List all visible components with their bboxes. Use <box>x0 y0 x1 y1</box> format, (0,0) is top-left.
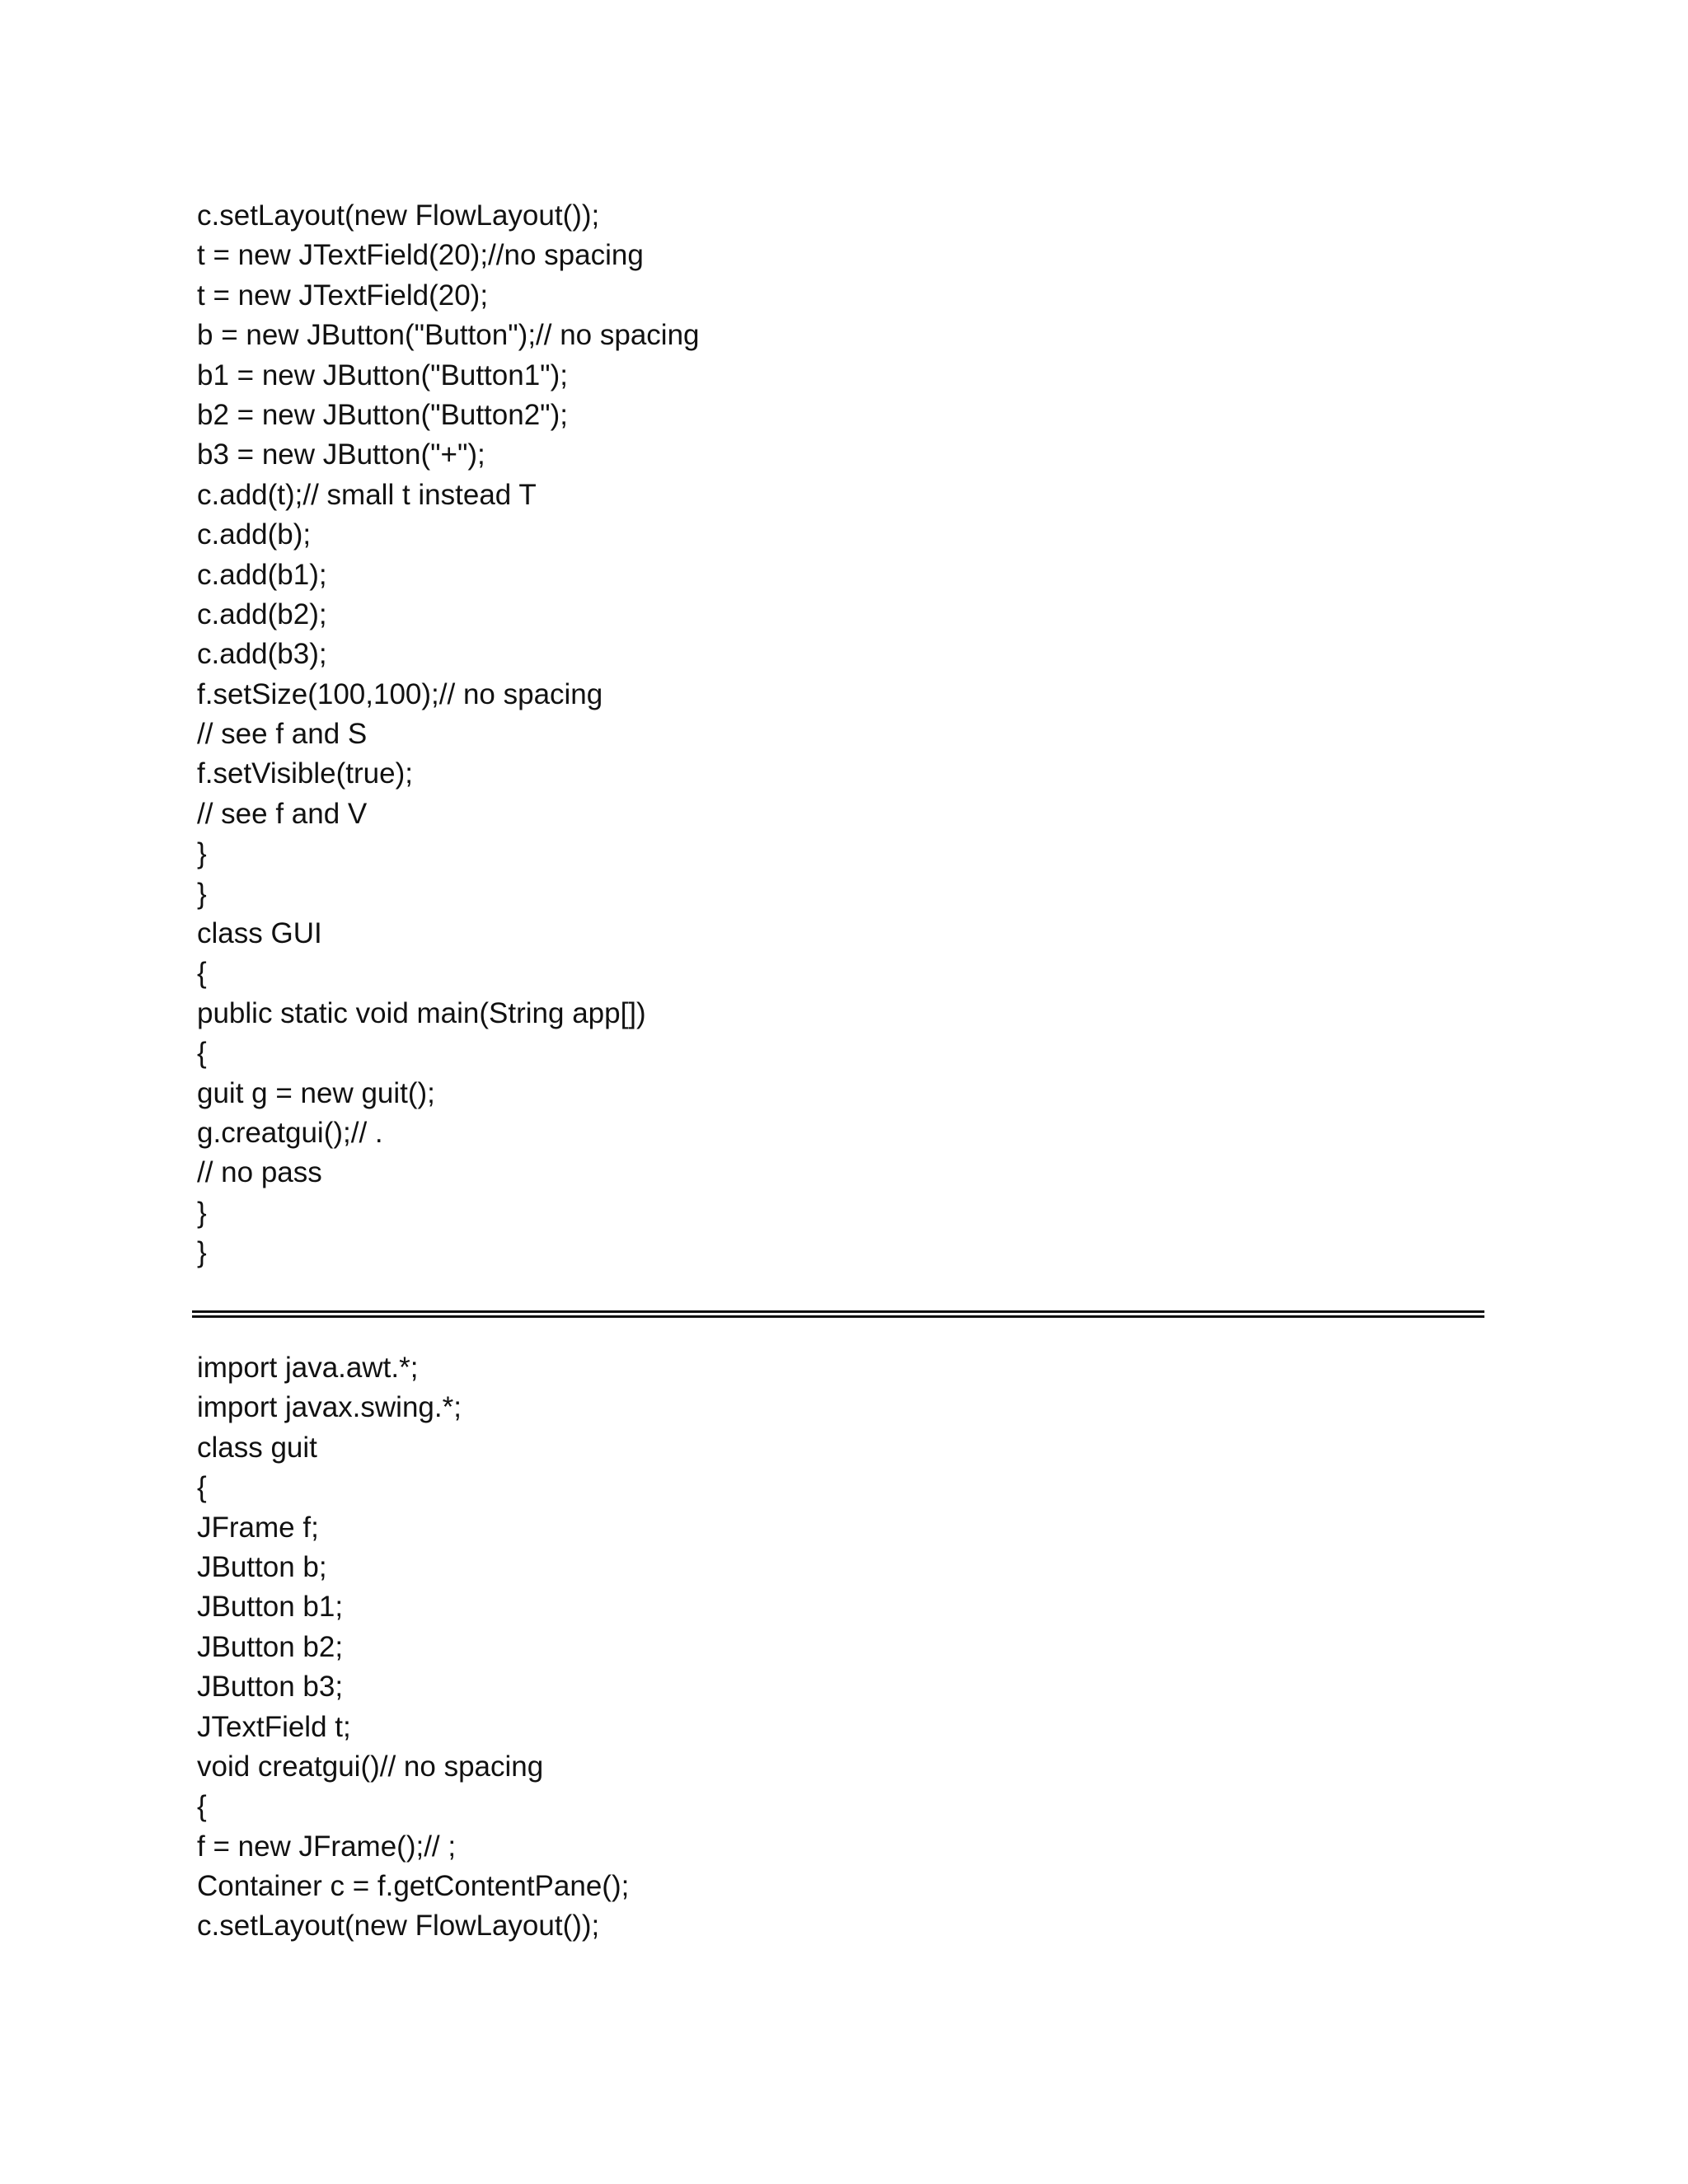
code-line: JFrame f; <box>197 1511 319 1544</box>
code-line: c.setLayout(new FlowLayout()); <box>197 1910 600 1943</box>
code-line: // see f and V <box>197 797 368 830</box>
code-line: } <box>197 1236 207 1269</box>
code-line: c.add(t);// small t instead T <box>197 478 537 511</box>
rule-line-upper <box>192 1310 1484 1313</box>
code-line: f.setVisible(true); <box>197 757 413 790</box>
code-line: // no pass <box>197 1156 322 1189</box>
code-line: c.add(b3); <box>197 638 327 671</box>
code-line: JButton b2; <box>197 1630 344 1663</box>
code-line: f.setSize(100,100);// no spacing <box>197 677 603 710</box>
code-line: JButton b; <box>197 1550 327 1583</box>
code-line: } <box>197 1196 207 1229</box>
code-line: void creatgui()// no spacing <box>197 1750 544 1783</box>
code-line: c.add(b2); <box>197 598 327 630</box>
code-line: JTextField t; <box>197 1710 351 1743</box>
code-line: Container c = f.getContentPane(); <box>197 1870 630 1903</box>
code-line: b2 = new JButton("Button2"); <box>197 398 568 431</box>
code-line: } <box>197 837 207 870</box>
code-line: b = new JButton("Button");// no spacing <box>197 319 700 352</box>
code-line: g.creatgui();// . <box>197 1116 383 1149</box>
rule-line-lower <box>192 1315 1484 1318</box>
code-line: JButton b1; <box>197 1591 344 1624</box>
code-line: { <box>197 1471 207 1504</box>
double-rule-separator <box>192 1310 1484 1317</box>
code-line: c.setLayout(new FlowLayout()); <box>197 199 600 232</box>
code-line: { <box>197 957 207 990</box>
code-line: b1 = new JButton("Button1"); <box>197 359 568 391</box>
code-line: c.add(b1); <box>197 558 327 591</box>
code-block-top <box>197 196 700 1273</box>
code-block-bottom <box>197 1348 629 1947</box>
code-line: b3 = new JButton("+"); <box>197 438 485 471</box>
code-line: c.add(b); <box>197 518 312 551</box>
code-line: f = new JFrame();// ; <box>197 1830 457 1863</box>
code-line: t = new JTextField(20);//no spacing <box>197 239 644 272</box>
code-line: public static void main(String app[]) <box>197 996 646 1029</box>
code-line: } <box>197 877 207 910</box>
code-line: { <box>197 1790 207 1823</box>
code-line: class guit <box>197 1431 317 1464</box>
code-line: import java.awt.*; <box>197 1352 419 1384</box>
code-line: guit g = new guit(); <box>197 1076 435 1109</box>
code-line: import javax.swing.*; <box>197 1391 462 1424</box>
code-line: // see f and S <box>197 718 368 751</box>
code-line: class GUI <box>197 917 322 950</box>
code-line: JButton b3; <box>197 1671 344 1704</box>
code-line: t = new JTextField(20); <box>197 279 489 312</box>
code-line: { <box>197 1037 207 1070</box>
